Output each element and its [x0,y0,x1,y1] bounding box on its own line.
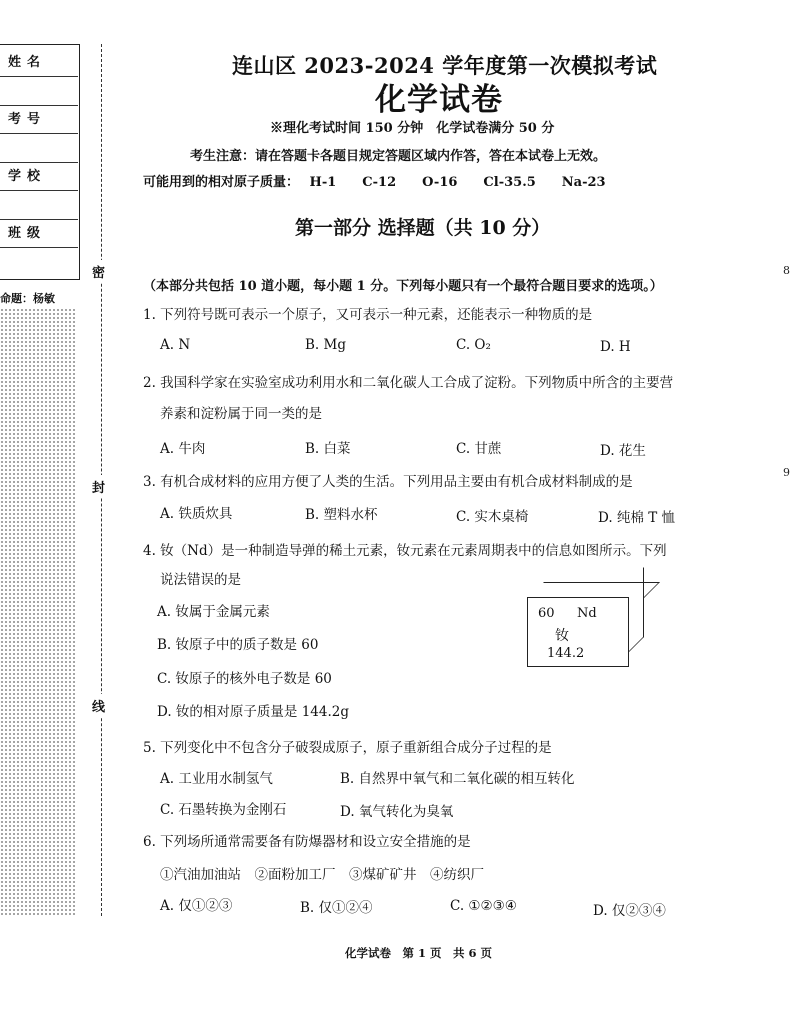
q5-option-d[interactable]: D. 氧气转化为臭氧 [340,804,454,820]
mass-na: Na-23 [561,175,606,190]
q5-stem: 5. 下列变化中不包含分子破裂成原子，原子重新组合成分子过程的是 [143,740,552,756]
q6-option-c[interactable]: C. ①②③④ [450,898,517,914]
q4-option-d[interactable]: D. 钕的相对原子质量是 144.2g [157,704,350,720]
attention-note: 考生注意：请在答题卡各题目规定答题区域内作答，答在本试卷上无效。 [190,149,607,164]
q3-stem: 3. 有机合成材料的应用方便了人类的生活。下列用品主要由有机合成材料制成的是 [143,474,633,490]
field-name-blank[interactable] [0,77,78,106]
q3-option-c[interactable]: C. 实木桌椅 [456,509,529,525]
seal-char-xian: 线 [92,694,105,717]
q2-option-a[interactable]: A. 牛肉 [160,441,206,457]
q3-option-d[interactable]: D. 纯棉 T 恤 [598,510,676,526]
field-class: 班级 [0,220,78,248]
q1-option-a[interactable]: A. N [160,337,191,353]
seal-char-mi: 密 [92,260,105,283]
student-info-table [0,44,80,280]
q4-option-b[interactable]: B. 钕原子中的质子数是 60 [157,637,319,653]
proposer: 命题：杨敏 [0,292,55,305]
section-instruction: （本部分共包括 10 道小题，每小题 1 分。下列每小题只有一个最符合题目要求的选项。） [143,279,663,294]
exam-title: 连山区 2023-2024 学年度第一次模拟考试 [232,53,658,78]
element-symbol: Nd [577,606,597,621]
q1-stem: 1. 下列符号既可表示一个原子，又可表示一种元素，还能表示一种物质的是 [143,307,593,323]
q2-option-c[interactable]: C. 甘蔗 [456,441,502,457]
field-school-blank[interactable] [0,191,78,220]
field-class-blank[interactable] [0,248,78,277]
q1-option-c[interactable]: C. O₂ [456,337,491,353]
q5-option-b[interactable]: B. 自然界中氧气和二氧化碳的相互转化 [340,771,575,787]
time-note: ※理化考试时间 150 分钟 化学试卷满分 50 分 [270,121,555,136]
element-name: 钕 [555,628,569,644]
q6-option-a[interactable]: A. 仅①②③ [160,898,233,914]
seal-char-feng: 封 [92,475,105,498]
mass-cl: Cl-35.5 [483,175,536,190]
mass-o: O-16 [422,175,458,190]
edge-mark-9: 9 [783,466,790,479]
atomic-mass-label: 可能用到的相对原子质量： [143,175,300,190]
element-atomic-number: 60 [538,606,555,621]
q3-option-a[interactable]: A. 铁质炊具 [160,506,233,522]
element-mass: 144.2 [547,646,585,661]
atomic-mass-line [143,171,606,190]
section-title: 第一部分 选择题（共 10 分） [295,217,551,239]
field-exam-number: 考号 [0,106,78,134]
q5-option-a[interactable]: A. 工业用水制氢气 [160,771,273,787]
q2-stem-line2: 养素和淀粉属于同一类的是 [160,406,322,422]
q6-stem: 6. 下列场所通常需要备有防爆器材和设立安全措施的是 [143,834,471,850]
q4-option-a[interactable]: A. 钕属于金属元素 [157,604,270,620]
mass-h: H-1 [309,175,337,190]
q6-option-b[interactable]: B. 仅①②④ [300,900,373,916]
q5-option-c[interactable]: C. 石墨转换为金刚石 [160,802,287,818]
q1-option-d[interactable]: D. H [600,339,631,355]
q4-option-c[interactable]: C. 钕原子的核外电子数是 60 [157,671,332,687]
q2-option-d[interactable]: D. 花生 [600,443,646,459]
q2-option-b[interactable]: B. 白菜 [305,441,351,457]
q2-stem-line1: 2. 我国科学家在实验室成功利用水和二氧化碳人工合成了淀粉。下列物质中所含的主要营 [143,375,674,391]
q4-stem-line2: 说法错误的是 [160,572,241,588]
halftone-strip [0,308,76,915]
field-school: 学校 [0,163,78,191]
q3-option-b[interactable]: B. 塑料水杯 [305,507,378,523]
q6-places: ①汽油加油站 ②面粉加工厂 ③煤矿矿井 ④纺织厂 [160,867,484,883]
field-exam-number-blank[interactable] [0,134,78,163]
page-footer: 化学试卷 第 1 页 共 6 页 [345,946,493,960]
element-card-side [629,567,644,652]
subject-title: 化学试卷 [375,82,503,118]
q6-option-d[interactable]: D. 仅②③④ [593,903,666,919]
field-name: 姓名 [0,49,78,77]
edge-mark-8: 8 [783,264,790,277]
q1-option-b[interactable]: B. Mg [305,337,346,353]
q4-stem-line1: 4. 钕（Nd）是一种制造导弹的稀土元素，钕元素在元素周期表中的信息如图所示。下列 [143,543,667,559]
mass-c: C-12 [362,175,397,190]
